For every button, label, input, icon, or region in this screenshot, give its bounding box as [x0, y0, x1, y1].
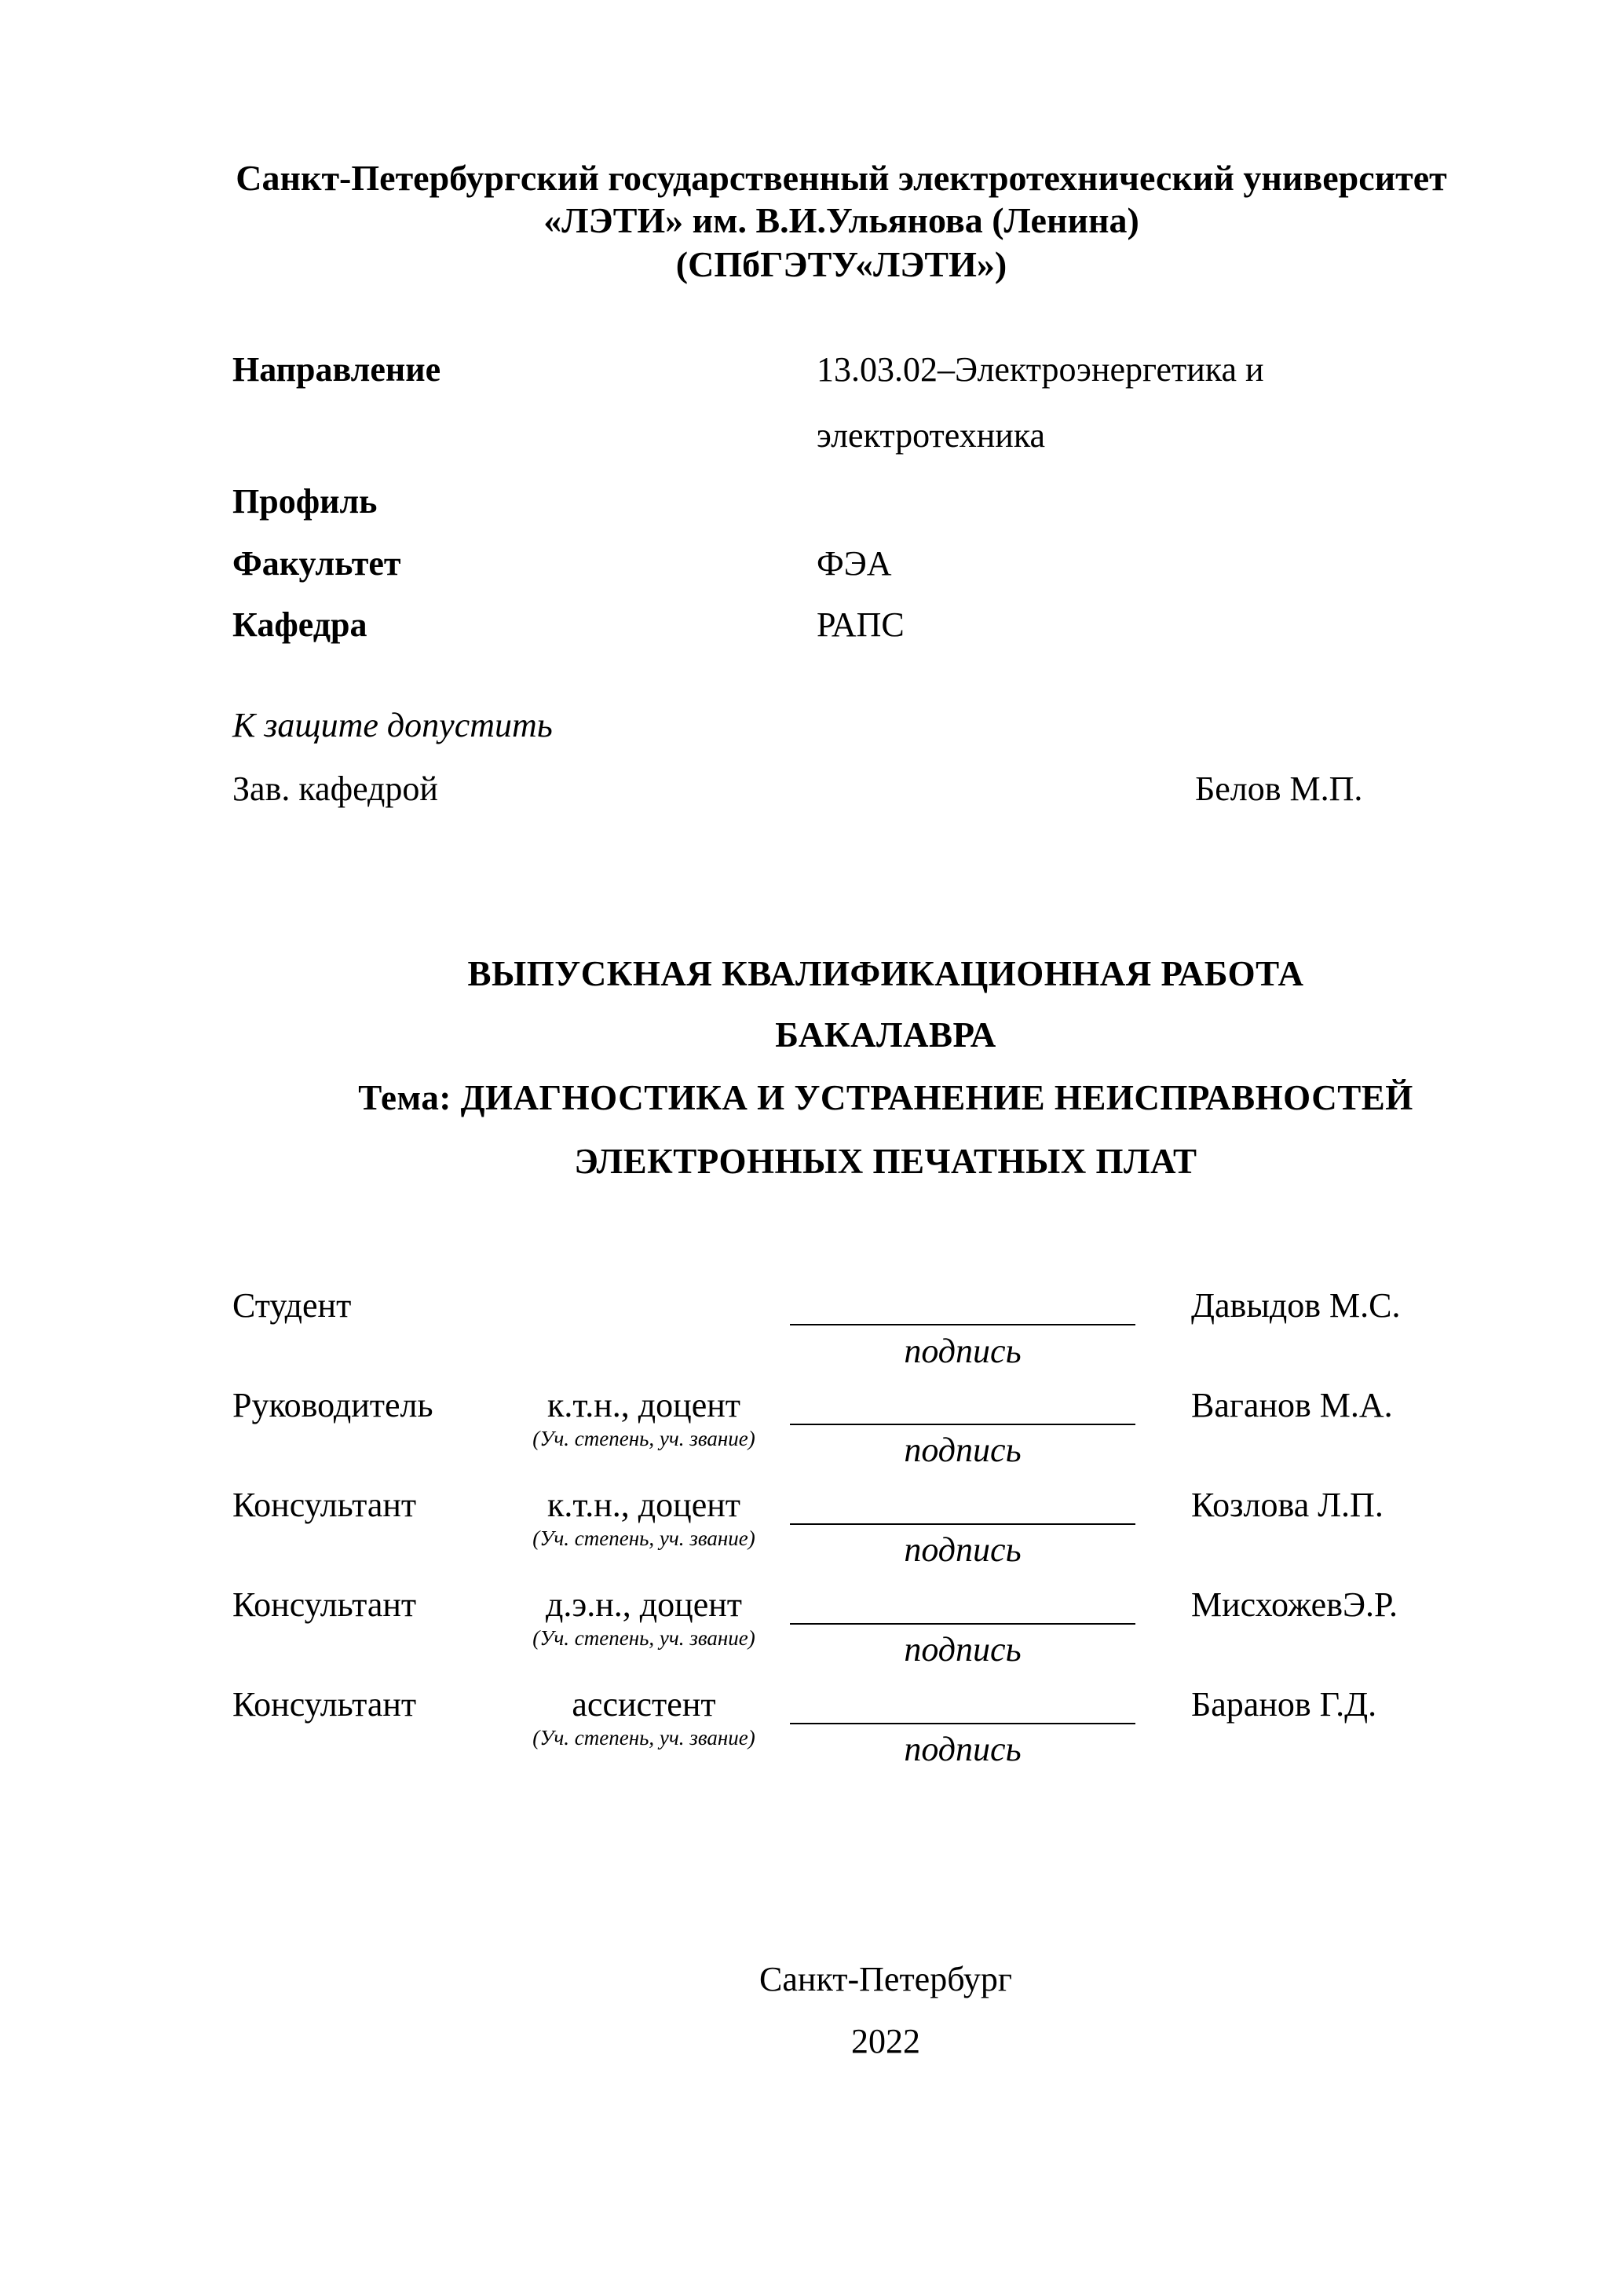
signature-degree-note: (Уч. степень, уч. звание)	[532, 1427, 755, 1450]
signature-name: Козлова Л.П.	[1191, 1486, 1384, 1524]
signature-role-consultant: Консультант	[232, 1685, 417, 1724]
signature-caption: подпись	[904, 1630, 1022, 1669]
direction-value-continued: электротехника	[817, 416, 1046, 455]
head-of-department-label: Зав. кафедрой	[232, 770, 438, 808]
signature-line	[790, 1523, 1135, 1525]
signature-caption: подпись	[904, 1332, 1022, 1370]
signature-role-student: Студент	[232, 1286, 352, 1325]
signature-degree: к.т.н., доцент	[546, 1386, 741, 1424]
profile-label: Профиль	[232, 482, 378, 521]
signature-line	[790, 1723, 1135, 1724]
university-abbreviation: (СПбГЭТУ«ЛЭТИ»)	[675, 244, 1007, 284]
work-topic-line2: ЭЛЕКТРОННЫХ ПЕЧАТНЫХ ПЛАТ	[574, 1142, 1197, 1181]
faculty-value: ФЭА	[817, 544, 892, 583]
signature-degree-note: (Уч. степень, уч. звание)	[532, 1626, 755, 1650]
signature-role-consultant: Консультант	[232, 1585, 417, 1624]
signature-caption: подпись	[904, 1431, 1022, 1469]
signature-degree-note: (Уч. степень, уч. звание)	[532, 1526, 755, 1550]
head-of-department-name: Белов М.П.	[1195, 770, 1363, 808]
signature-name: Давыдов М.С.	[1191, 1286, 1401, 1325]
signature-degree-note: (Уч. степень, уч. звание)	[532, 1726, 755, 1749]
signature-role-consultant: Консультант	[232, 1486, 417, 1524]
signature-line	[790, 1623, 1135, 1625]
work-title-line1: ВЫПУСКНАЯ КВАЛИФИКАЦИОННАЯ РАБОТА	[467, 954, 1304, 993]
signature-name: Баранов Г.Д.	[1191, 1685, 1377, 1724]
signature-name: Ваганов М.А.	[1191, 1386, 1393, 1424]
footer-year: 2022	[851, 2022, 920, 2060]
signature-name: МисхожевЭ.Р.	[1191, 1585, 1398, 1624]
university-name: Санкт-Петербургский государственный электротехнический университет	[236, 158, 1447, 198]
signature-line	[790, 1324, 1135, 1325]
signature-caption: подпись	[904, 1530, 1022, 1569]
signature-degree: к.т.н., доцент	[546, 1486, 741, 1524]
direction-label: Направление	[232, 350, 441, 389]
signature-caption: подпись	[904, 1730, 1022, 1768]
signature-degree: ассистент	[572, 1685, 716, 1724]
work-title-line2: БАКАЛАВРА	[775, 1015, 996, 1055]
signature-line	[790, 1424, 1135, 1425]
department-label: Кафедра	[232, 605, 367, 644]
admission-note: К защите допустить	[232, 706, 553, 744]
university-name-line2: «ЛЭТИ» им. В.И.Ульянова (Ленина)	[543, 200, 1139, 240]
work-topic-line1: Тема: ДИАГНОСТИКА И УСТРАНЕНИЕ НЕИСПРАВНОСТЕЙ	[358, 1078, 1413, 1117]
signature-degree: д.э.н., доцент	[545, 1585, 743, 1624]
direction-value: 13.03.02–Электроэнергетика и	[817, 350, 1264, 389]
footer-city: Санкт-Петербург	[759, 1960, 1012, 1998]
signature-role-supervisor: Руководитель	[232, 1386, 433, 1424]
faculty-label: Факультет	[232, 544, 401, 583]
department-value: РАПС	[817, 605, 905, 644]
